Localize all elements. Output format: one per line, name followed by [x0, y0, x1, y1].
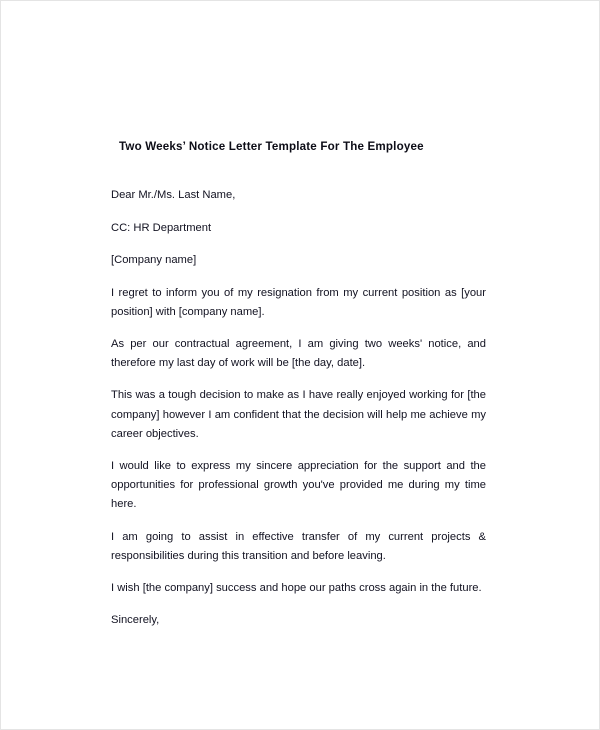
page-title: Two Weeks’ Notice Letter Template For The Employee: [119, 140, 424, 153]
body-paragraph-6: I wish [the company] success and hope our paths cross again in the future.: [111, 582, 482, 595]
body-paragraph-1: I regret to inform you of my resignation from my current position as [your position] with [company name].: [111, 286, 486, 318]
salutation-line: Dear Mr./Ms. Last Name,: [111, 189, 236, 201]
cc-line: CC: HR Department: [111, 222, 212, 235]
closing-line: Sincerely,: [111, 614, 160, 627]
body-paragraph-4: I would like to express my sincere appreciation for the support and the opportunities for professional growth you've provided me during my time here.: [111, 460, 486, 511]
body-paragraph-5: I am going to assist in effective transfer of my current projects & responsibilities during this transition and before leaving.: [111, 530, 486, 562]
body-paragraph-3: This was a tough decision to make as I have really enjoyed working for [the company] however I am confident that the decision will help me achieve my career objectives.: [111, 389, 486, 440]
letter-body: [111, 139, 486, 643]
company-name-line: [Company name]: [111, 254, 197, 267]
body-paragraph-2: As per our contractual agreement, I am giving two weeks' notice, and therefore my last day of work will be [the day, date].: [111, 338, 486, 370]
